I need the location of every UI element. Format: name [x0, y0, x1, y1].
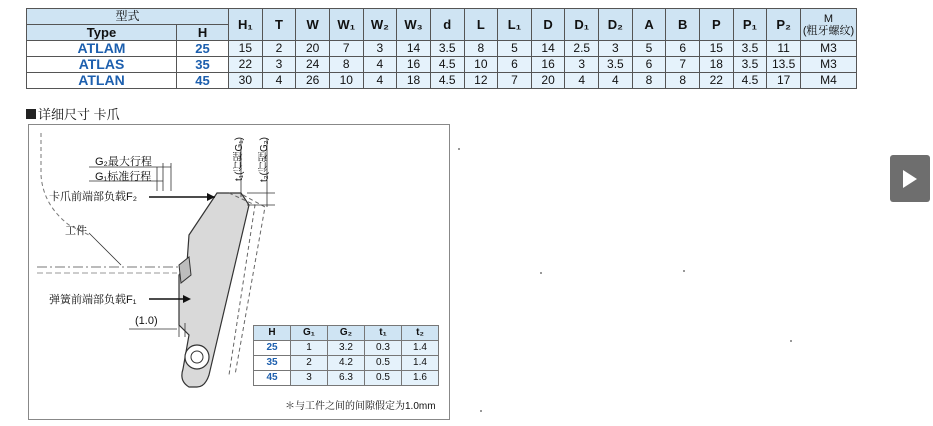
- value-cell: 10: [464, 57, 498, 73]
- section-title: [26, 104, 120, 123]
- section-title-text: 详细尺寸 卡爪: [38, 107, 120, 122]
- col-d1: D₁: [565, 9, 599, 41]
- dim-value-cell: 4.2: [328, 356, 365, 371]
- value-cell: 5: [498, 41, 532, 57]
- dim-value-cell: 2: [291, 356, 328, 371]
- dimension-table-body: [254, 341, 439, 386]
- dim-value-cell: 0.5: [365, 356, 402, 371]
- col-d: d: [430, 9, 464, 41]
- dimension-table: [253, 325, 439, 386]
- spec-row-atlan: [27, 73, 857, 89]
- value-cell: 7: [498, 73, 532, 89]
- value-cell: 16: [397, 57, 431, 73]
- dot: [790, 340, 792, 342]
- value-cell: 15: [229, 41, 263, 57]
- col-w2: W₂: [363, 9, 397, 41]
- pivot-pin: [191, 351, 203, 363]
- value-cell: 12: [464, 73, 498, 89]
- col-d-upper: D: [531, 9, 565, 41]
- col-w: W: [296, 9, 330, 41]
- dot: [458, 148, 460, 150]
- col-p: P: [699, 9, 733, 41]
- value-cell: 14: [531, 41, 565, 57]
- col-d2: D₂: [599, 9, 633, 41]
- spec-table: [26, 8, 857, 89]
- value-cell: 15: [699, 41, 733, 57]
- col-p1: P₁: [733, 9, 767, 41]
- clearance-note: ＊与工件之间的间隙假定为1.0mm: [285, 401, 436, 412]
- value-cell: 20: [296, 41, 330, 57]
- dim-value-cell: 1.4: [402, 341, 439, 356]
- value-cell: 22: [699, 73, 733, 89]
- value-cell: 11: [767, 41, 801, 57]
- col-w3: W₃: [397, 9, 431, 41]
- value-cell: 7: [666, 57, 700, 73]
- value-cell: 8: [666, 73, 700, 89]
- value-cell: 3: [363, 41, 397, 57]
- header-type-en: Type: [27, 25, 177, 41]
- workpiece-label: 工件: [65, 225, 87, 237]
- col-p2: P₂: [767, 9, 801, 41]
- col-b: B: [666, 9, 700, 41]
- col-m-label: M: [823, 12, 834, 25]
- value-cell: 8: [464, 41, 498, 57]
- body-outline: [41, 133, 89, 235]
- dot: [480, 410, 482, 412]
- header-type-cn: 型式: [27, 9, 229, 25]
- value-cell: 4.5: [430, 73, 464, 89]
- value-cell: 6: [666, 41, 700, 57]
- value-cell: 3.5: [430, 41, 464, 57]
- dim-value-cell: 1: [291, 341, 328, 356]
- value-cell: 3: [565, 57, 599, 73]
- col-l: L: [464, 9, 498, 41]
- spec-row-atlas: [27, 57, 857, 73]
- value-cell: 10: [329, 73, 363, 89]
- col-m: [801, 9, 857, 41]
- type-cell: ATLAS: [27, 57, 177, 73]
- value-cell: 3.5: [733, 57, 767, 73]
- value-cell: 18: [699, 57, 733, 73]
- square-bullet-icon: [26, 109, 36, 119]
- value-cell: 4: [363, 57, 397, 73]
- play-icon: [901, 168, 919, 190]
- value-cell: 6: [498, 57, 532, 73]
- value-cell: 26: [296, 73, 330, 89]
- dim-value-cell: 6.3: [328, 371, 365, 386]
- col-a: A: [632, 9, 666, 41]
- value-cell: 7: [329, 41, 363, 57]
- value-cell: 6: [632, 57, 666, 73]
- value-cell: 13.5: [767, 57, 801, 73]
- g2-label: G₂最大行程: [95, 156, 152, 168]
- value-cell: 8: [329, 57, 363, 73]
- value-cell: 3.5: [599, 57, 633, 73]
- g1-label: G₁标准行程: [95, 171, 152, 183]
- dim-col-t2: t₂: [402, 326, 439, 341]
- value-cell: M3: [801, 57, 857, 73]
- spec-row-atlam: [27, 41, 857, 57]
- value-cell: 5: [632, 41, 666, 57]
- h-cell: 35: [177, 57, 229, 73]
- value-cell: 24: [296, 57, 330, 73]
- value-cell: 3.5: [733, 41, 767, 57]
- dim-h-cell: 35: [254, 356, 291, 371]
- dim-col-g1: G₁: [291, 326, 328, 341]
- h-cell: 25: [177, 41, 229, 57]
- value-cell: 18: [397, 73, 431, 89]
- f1-label: 弹簧前端部负载F₁: [49, 294, 137, 306]
- dim-value-cell: 3.2: [328, 341, 365, 356]
- dim-h-cell: 25: [254, 341, 291, 356]
- dim-value-cell: 0.3: [365, 341, 402, 356]
- value-cell: 2: [262, 41, 296, 57]
- value-cell: 22: [229, 57, 263, 73]
- value-cell: 30: [229, 73, 263, 89]
- col-l1: L₁: [498, 9, 532, 41]
- dim-row: [254, 356, 439, 371]
- workpiece-leader: [89, 233, 121, 265]
- dim-value-cell: 1.4: [402, 356, 439, 371]
- drawing-panel: [28, 124, 450, 420]
- col-w1: W₁: [329, 9, 363, 41]
- dim-row: [254, 371, 439, 386]
- dot: [683, 270, 685, 272]
- type-cell: ATLAM: [27, 41, 177, 57]
- value-cell: 3: [599, 41, 633, 57]
- next-play-button[interactable]: [890, 155, 930, 202]
- value-cell: 3: [262, 57, 296, 73]
- value-cell: 2.5: [565, 41, 599, 57]
- dim-col-g2: G₂: [328, 326, 365, 341]
- col-m-sub: (粗牙螺纹): [802, 24, 855, 37]
- offset-label: (1.0): [135, 315, 158, 327]
- spec-table-body: [27, 41, 857, 89]
- value-cell: M4: [801, 73, 857, 89]
- value-cell: 4.5: [733, 73, 767, 89]
- value-cell: 4: [565, 73, 599, 89]
- dim-col-t1: t₁: [365, 326, 402, 341]
- dim-value-cell: 1.6: [402, 371, 439, 386]
- value-cell: M3: [801, 41, 857, 57]
- dot: [540, 272, 542, 274]
- dim-row: [254, 341, 439, 356]
- f2-label: 卡爪前端部负载F₂: [49, 191, 137, 203]
- dim-h-cell: 45: [254, 371, 291, 386]
- dim-value-cell: 3: [291, 371, 328, 386]
- value-cell: 20: [531, 73, 565, 89]
- value-cell: 4: [599, 73, 633, 89]
- col-t: T: [262, 9, 296, 41]
- value-cell: 16: [531, 57, 565, 73]
- type-cell: ATLAN: [27, 73, 177, 89]
- t1-label: t₁(行程G₁): [234, 137, 245, 181]
- value-cell: 8: [632, 73, 666, 89]
- value-cell: 14: [397, 41, 431, 57]
- value-cell: 4.5: [430, 57, 464, 73]
- value-cell: 17: [767, 73, 801, 89]
- col-h1: H₁: [229, 9, 263, 41]
- t2-label: t₂(行程G₂): [259, 137, 270, 182]
- h-cell: 45: [177, 73, 229, 89]
- dim-value-cell: 0.5: [365, 371, 402, 386]
- value-cell: 4: [363, 73, 397, 89]
- dim-col-h: H: [254, 326, 291, 341]
- value-cell: 4: [262, 73, 296, 89]
- header-h: H: [177, 25, 229, 41]
